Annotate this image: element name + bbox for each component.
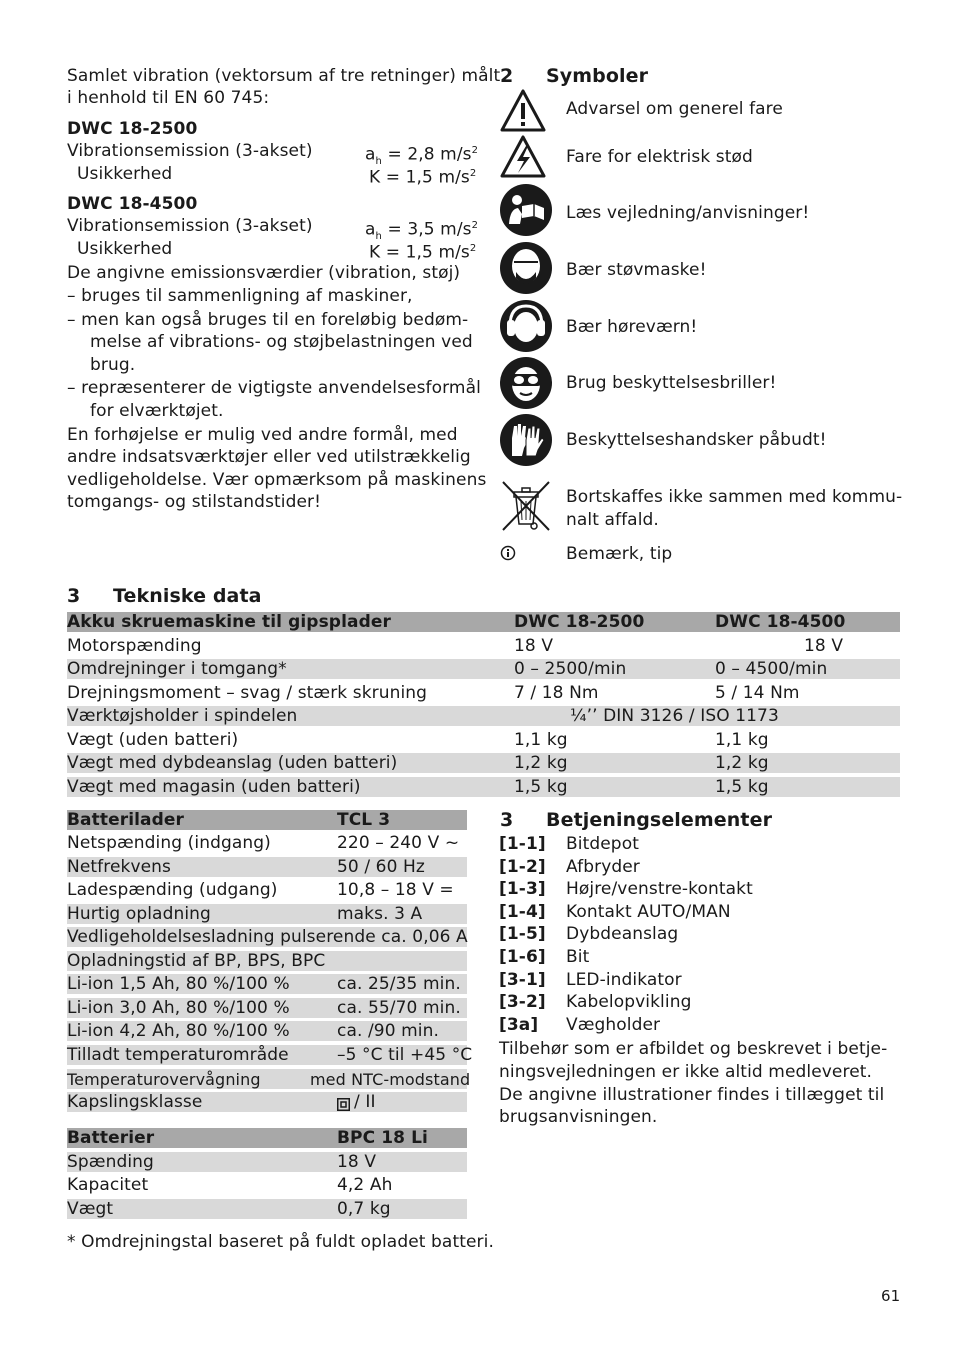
- gloves-icon: [500, 414, 552, 466]
- uncertainty-value-2: K = 1,5 $m/s^2$: [369, 242, 477, 263]
- control-ref: [3-1]: [499, 970, 546, 990]
- symbols-section-number: 2: [500, 65, 514, 87]
- control-label: Bit: [566, 947, 590, 967]
- table-header-cell: DWC 18-4500: [715, 612, 846, 632]
- control-label: Vægholder: [566, 1015, 661, 1035]
- vibration-text-line: vedligeholdelse. Vær opmærksom på maskinens: [67, 470, 487, 490]
- table-header-cell: BPC 18 Li: [337, 1128, 428, 1148]
- table-row: Ladespænding (udgang) 10,8 – 18 V =: [67, 880, 454, 900]
- main-table-header: [67, 612, 900, 632]
- symbol-label: Brug beskyttelsesbriller!: [566, 373, 777, 393]
- control-label: Kontakt AUTO/MAN: [566, 902, 731, 922]
- control-label: Afbryder: [566, 857, 640, 877]
- model-heading-2: DWC 18-4500: [67, 194, 198, 214]
- vibration-text-line: brug.: [90, 355, 136, 375]
- tech-section-title: Tekniske data: [113, 585, 262, 607]
- table-row: Spænding 18 V: [67, 1152, 467, 1172]
- table-row: Li-ion 4,2 Ah, 80 %/100 % ca. /90 min.: [67, 1021, 467, 1041]
- table-row: Li-ion 1,5 Ah, 80 %/100 % ca. 25/35 min.: [67, 974, 467, 994]
- controls-note-line: De angivne illustrationer findes i tillægget til: [499, 1085, 885, 1105]
- tech-section-number: 3: [67, 585, 81, 607]
- vibration-text-line: andre indsatsværktøjer eller ved utilstrækkelig: [67, 447, 471, 467]
- read-manual-icon: [500, 184, 552, 236]
- symbol-label: Bemærk, tip: [566, 544, 673, 564]
- table-row: Temperaturovervågning med NTC-modstand: [67, 1070, 471, 1089]
- symbol-label: nalt affald.: [566, 510, 659, 530]
- table-header-cell: Akku skruemaskine til gipsplader: [67, 612, 391, 632]
- vibration-text-line: – repræsenterer de vigtigste anvendelsesformål: [67, 378, 481, 398]
- control-label: Dybdeanslag: [566, 924, 679, 944]
- vibration-text-line: tomgangs- og stilstandstider!: [67, 492, 322, 512]
- ear-protection-icon: [500, 300, 552, 352]
- vibration-text-line: melse af vibrations- og støjbelastningen ved: [90, 332, 473, 352]
- footnote: * Omdrejningstal baseret på fuldt opladet batteri.: [67, 1232, 494, 1252]
- table-row: Værktøjsholder i spindelen ¼’’ DIN 3126 / ISO 1173: [67, 706, 900, 726]
- symbol-label: Bær høreværn!: [566, 317, 698, 337]
- table-header-cell: Batterilader: [67, 810, 185, 830]
- info-icon: [500, 545, 518, 563]
- table-row: Li-ion 3,0 Ah, 80 %/100 % ca. 55/70 min.: [67, 998, 467, 1018]
- table-row: Kapslingsklasse / II: [67, 1092, 467, 1112]
- emission-value-1: $a_h = 2,8$ $m/s^2$: [365, 144, 479, 168]
- control-label: Højre/venstre-kontakt: [566, 879, 753, 899]
- symbol-label: Fare for elektrisk stød: [566, 147, 753, 167]
- electric-shock-icon: [500, 134, 552, 180]
- control-ref: [1-2]: [499, 857, 546, 877]
- table-row: Drejningsmoment – svag / stærk skruning 7 / 18 Nm 5 / 14 Nm: [67, 683, 800, 703]
- table-row: Vægt (uden batteri) 1,1 kg 1,1 kg: [67, 730, 769, 750]
- table-row: Netfrekvens 50 / 60 Hz: [67, 857, 467, 877]
- table-row: Kapacitet 4,2 Ah: [67, 1175, 393, 1195]
- table-row: Opladningstid af BP, BPS, BPC: [67, 951, 467, 971]
- control-label: Kabelopvikling: [566, 992, 692, 1012]
- uncertainty-label-1: Usikkerhed: [77, 164, 173, 184]
- symbol-label: Læs vejledning/anvisninger!: [566, 203, 810, 223]
- battery-table-header: [67, 1128, 467, 1148]
- control-ref: [3-2]: [499, 992, 546, 1012]
- control-label: LED-indikator: [566, 970, 682, 990]
- controls-note-line: ningsvejledningen er ikke altid medleveret.: [499, 1062, 873, 1082]
- double-insulation-icon: [337, 1096, 350, 1117]
- table-row: Tilladt temperaturområde –5 °C til +45 °C: [67, 1045, 473, 1065]
- charger-table-header: [67, 810, 467, 830]
- symbol-label: Bortskaffes ikke sammen med kommu-: [566, 487, 903, 507]
- vibration-intro-line-2: i henhold til EN 60 745:: [67, 88, 270, 108]
- control-ref: [1-6]: [499, 947, 546, 967]
- control-ref: [1-5]: [499, 924, 546, 944]
- control-label: Bitdepot: [566, 834, 639, 854]
- control-ref: [1-1]: [499, 834, 546, 854]
- controls-section-title: Betjeningselementer: [546, 809, 773, 831]
- warning-triangle-icon: [500, 88, 552, 134]
- controls-section-number: 3: [500, 809, 514, 831]
- crossed-bin-icon: [500, 478, 552, 534]
- page-number: 61: [881, 1287, 901, 1305]
- symbol-label: Bær støvmaske!: [566, 260, 707, 280]
- table-row: Omdrejninger i tomgang* 0 – 2500/min 0 – 4500/min: [67, 659, 900, 679]
- table-row: Netspænding (indgang) 220 – 240 V ~: [67, 833, 460, 853]
- control-ref: [1-4]: [499, 902, 546, 922]
- symbol-label: Advarsel om generel fare: [566, 99, 783, 119]
- table-row: Vægt med magasin (uden batteri) 1,5 kg 1,5 kg: [67, 777, 900, 797]
- table-row: Motorspænding 18 V 18 V: [67, 636, 844, 656]
- table-row: Vedligeholdelsesladning pulserende ca. 0,06 A: [67, 927, 468, 947]
- symbols-section-title: Symboler: [546, 65, 649, 87]
- table-row: Hurtig opladning maks. 3 A: [67, 904, 467, 924]
- controls-note-line: Tilbehør som er afbildet og beskrevet i betje-: [499, 1039, 888, 1059]
- controls-note-line: brugsanvisningen.: [499, 1107, 658, 1127]
- vibration-text-line: En forhøjelse er mulig ved andre formål, med: [67, 425, 458, 445]
- table-header-cell: TCL 3: [337, 810, 391, 830]
- control-ref: [1-3]: [499, 879, 546, 899]
- uncertainty-label-2: Usikkerhed: [77, 239, 173, 259]
- vibration-intro-line-1: Samlet vibration (vektorsum af tre retninger) målt: [67, 66, 501, 86]
- emission-label-2: Vibrationsemission (3-akset): [67, 216, 313, 236]
- table-row: Vægt 0,7 kg: [67, 1199, 467, 1219]
- table-row: Vægt med dybdeanslag (uden batteri) 1,2 kg 1,2 kg: [67, 753, 900, 773]
- vibration-text-line: – men kan også bruges til en foreløbig bedøm-: [67, 310, 469, 330]
- control-ref: [3a]: [499, 1015, 539, 1035]
- emission-label-1: Vibrationsemission (3-akset): [67, 141, 313, 161]
- vibration-text-line: for elværktøjet.: [90, 401, 224, 421]
- table-header-cell: Batterier: [67, 1128, 155, 1148]
- safety-goggles-icon: [500, 357, 552, 409]
- dust-mask-icon: [500, 242, 552, 294]
- symbol-label: Beskyttelseshandsker påbudt!: [566, 430, 827, 450]
- emission-value-2: $a_h = 3,5$ $m/s^2$: [365, 219, 479, 243]
- vibration-text-line: – bruges til sammenligning af maskiner,: [67, 286, 413, 306]
- vibration-text-line: De angivne emissionsværdier (vibration, støj): [67, 263, 461, 283]
- table-header-cell: DWC 18-2500: [514, 612, 645, 632]
- uncertainty-value-1: K = 1,5 $m/s^2$: [369, 167, 477, 188]
- model-heading-1: DWC 18-2500: [67, 119, 198, 139]
